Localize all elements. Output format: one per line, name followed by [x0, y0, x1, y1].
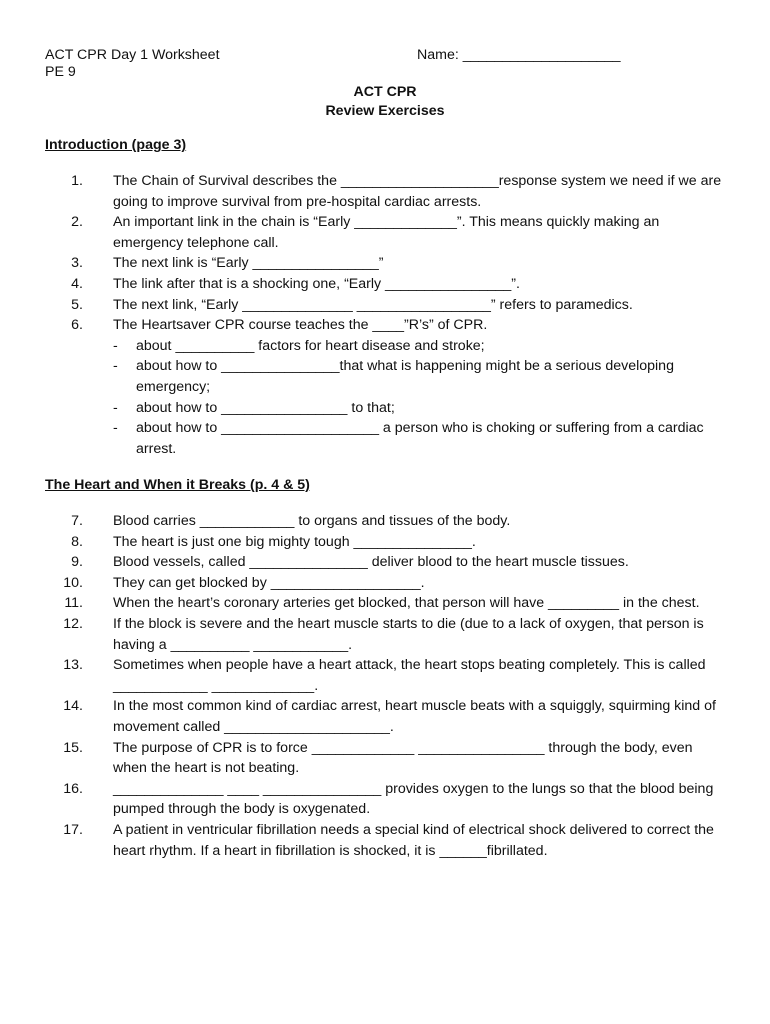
question-item: [45, 655, 725, 696]
question-number: 11.: [64, 595, 83, 612]
question-number: 15.: [63, 739, 83, 756]
sub-item: [45, 418, 725, 459]
question-item: [45, 779, 725, 820]
sub-item: [45, 336, 725, 357]
question-number: 1.: [71, 173, 83, 189]
question-number: 13.: [63, 657, 83, 674]
question-item: [45, 820, 725, 861]
section-heading-heart: The Heart and When it Breaks (p. 4 & 5): [45, 477, 310, 493]
question-text: ______________ ____ _______________ provides oxygen to the lungs so that the blood being pumped through the body is oxygenated.: [113, 780, 714, 818]
sub-item-dash: -: [113, 337, 118, 354]
question-text: The Chain of Survival describes the ____________________response system we need if we are going to improve survival from pre-hospital cardiac arrests.: [113, 173, 722, 210]
introduction-question-list: [45, 171, 725, 459]
question-item: [45, 573, 725, 594]
question-item: [45, 614, 725, 655]
question-number: 14.: [63, 698, 83, 715]
question-text: A patient in ventricular fibrillation needs a special kind of electrical shock delivered to correct the heart rhythm. If a heart in fibrillation is shocked, it is ______fibrillated.: [113, 821, 714, 859]
question-text: They can get blocked by ___________________.: [113, 574, 425, 591]
question-item: [45, 738, 725, 779]
question-item: [45, 511, 725, 532]
question-number: 2.: [71, 214, 83, 231]
question-text: An important link in the chain is “Early _____________”. This means quickly making an emergency telephone call.: [113, 214, 660, 251]
question-text: The purpose of CPR is to force _____________ ________________ through the body, even when the heart is not beating.: [113, 739, 693, 777]
question-number: 6.: [71, 317, 83, 334]
question-text: Blood vessels, called _______________ deliver blood to the heart muscle tissues.: [113, 554, 629, 571]
worksheet-title: ACT CPR Day 1 Worksheet: [45, 47, 220, 63]
question-number: 5.: [71, 296, 83, 313]
question-item: [45, 593, 725, 614]
question-number: 8.: [71, 533, 83, 550]
question-text: The heart is just one big mighty tough _______________.: [113, 533, 476, 550]
question-item: [45, 696, 725, 737]
question-item: [45, 315, 725, 336]
sub-item-text: about how to ____________________ a person who is choking or suffering from a cardiac arrest.: [136, 420, 704, 457]
question-number: 17.: [63, 821, 83, 838]
sub-item-text: about how to ________________ to that;: [136, 399, 395, 416]
document-title: ACT CPR: [353, 84, 417, 100]
sub-item-dash: -: [113, 420, 118, 437]
question-text: The next link is “Early ________________”: [113, 255, 384, 272]
question-item: [45, 552, 725, 573]
question-text: Blood carries ____________ to organs and tissues of the body.: [113, 513, 511, 529]
header-left: [45, 47, 220, 81]
question-number: 7.: [71, 513, 83, 529]
sub-item-dash: -: [113, 399, 118, 416]
question-text: Sometimes when people have a heart attack, the heart stops beating completely. This is called ____________ _____________.: [113, 657, 706, 694]
question-text: The Heartsaver CPR course teaches the ____”R’s” of CPR.: [113, 317, 488, 334]
sub-item: [45, 398, 725, 419]
question-text: If the block is severe and the heart muscle starts to die (due to a lack of oxygen, that person is having a __________ ____________.: [113, 615, 704, 653]
question-text: When the heart’s coronary arteries get blocked, that person will have _________ in the chest.: [113, 595, 700, 612]
question-item: [45, 212, 725, 253]
sub-item-text: about __________ factors for heart disease and stroke;: [136, 337, 485, 354]
question-number: 12.: [63, 615, 83, 632]
sub-item-text: about how to _______________that what is happening might be a serious developing emergency;: [136, 358, 674, 395]
class-label: PE 9: [45, 64, 76, 80]
question-number: 16.: [63, 780, 83, 797]
sub-item: [45, 356, 725, 397]
document-subtitle: Review Exercises: [325, 103, 445, 119]
question-text: The link after that is a shocking one, “Early ________________”.: [113, 275, 520, 292]
question-item: [45, 532, 725, 553]
sub-item-dash: -: [113, 358, 118, 375]
question-number: 4.: [71, 275, 83, 292]
name-field: Name: ____________________: [417, 47, 621, 63]
question-number: 3.: [71, 255, 83, 272]
question-item: [45, 171, 725, 212]
heart-question-list: [45, 511, 725, 861]
question-item: [45, 274, 725, 295]
section-heading-introduction: Introduction (page 3): [45, 137, 187, 153]
question-item: [45, 295, 725, 316]
question-number: 10.: [63, 574, 83, 591]
question-item: [45, 253, 725, 274]
question-text: The next link, “Early ______________ _________________” refers to paramedics.: [113, 296, 633, 313]
question-number: 9.: [71, 554, 83, 571]
question-text: In the most common kind of cardiac arrest, heart muscle beats with a squiggly, squirming kind of movement called _____________________.: [113, 698, 716, 735]
